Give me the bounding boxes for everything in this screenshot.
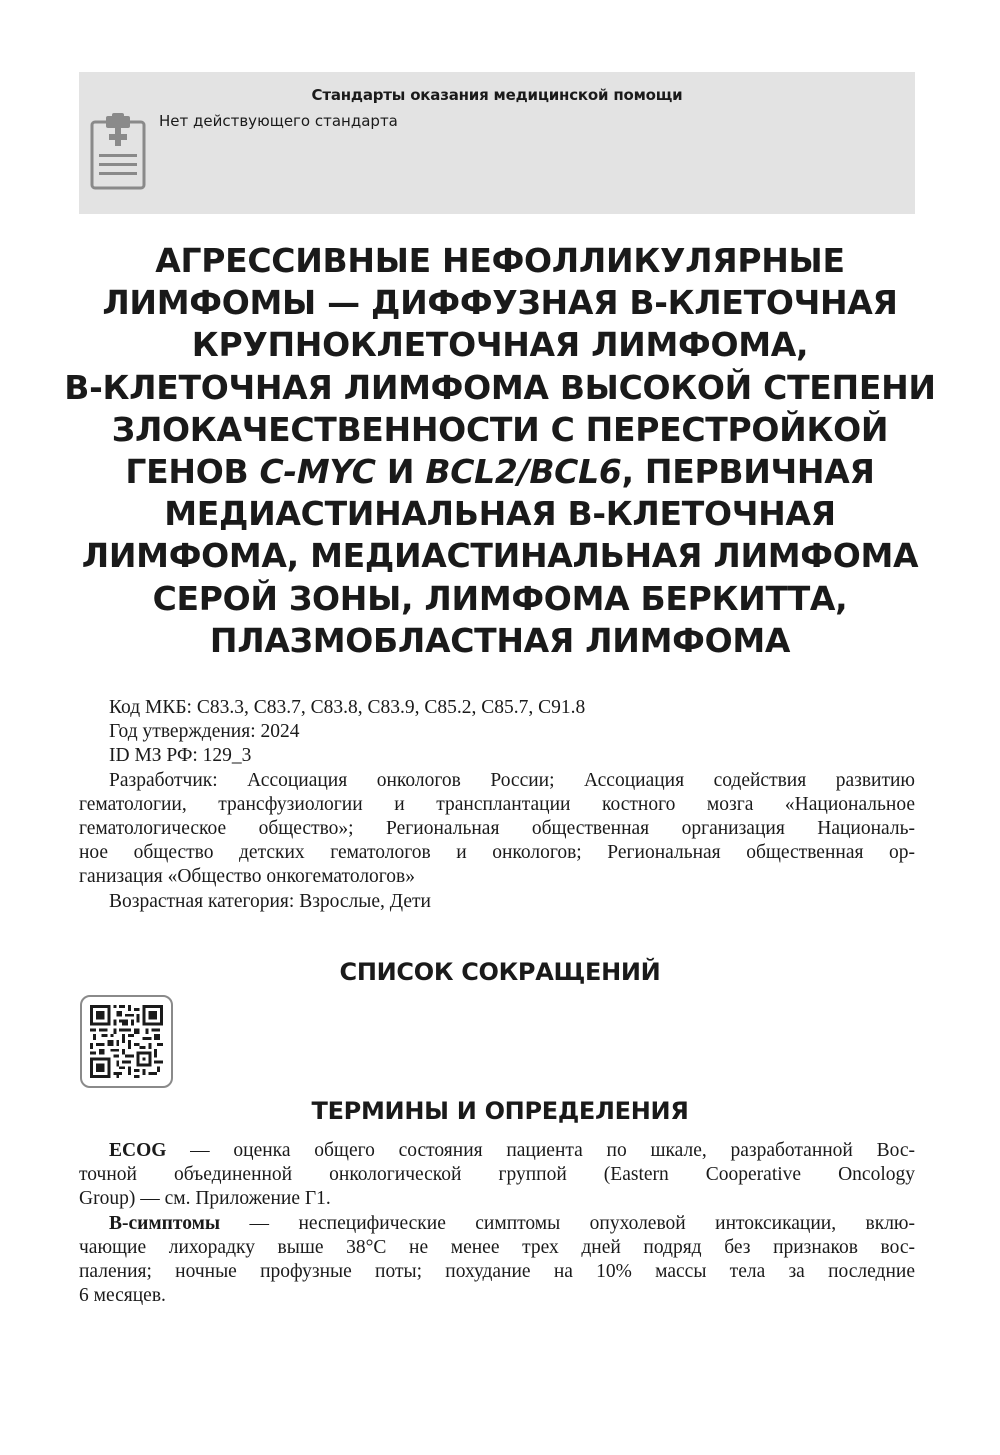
- term-name: В-симптомы: [109, 1212, 221, 1234]
- term-line: [79, 1212, 915, 1236]
- term-line: точной объединенной онкологической группой (Eastern Cooperative Oncology: [79, 1164, 915, 1186]
- age-category: Возрастная категория: Взрослые, Дети: [109, 890, 431, 912]
- developer-line: гематологии, трансфузиологии и трансплантации костного мозга «Национальное: [79, 793, 915, 815]
- standards-title: Стандарты оказания медицинской помощи: [311, 86, 683, 104]
- approval-year: Год утверждения: 2024: [109, 721, 300, 743]
- developer: [79, 769, 915, 890]
- abbreviations-heading: СПИСОК СОКРАЩЕНИЙ: [339, 958, 661, 986]
- term-line: [79, 1139, 915, 1163]
- title-line: КРУПНОКЛЕТОЧНАЯ ЛИМФОМА,: [191, 325, 809, 365]
- term-text: — неспецифические симптомы опухолевой интоксикации, вклю-: [220, 1212, 915, 1234]
- ministry-id: ID МЗ РФ: 129_3: [109, 745, 252, 767]
- title-line: АГРЕССИВНЫЕ НЕФОЛЛИКУЛЯРНЫЕ: [155, 241, 845, 280]
- document-metadata: [79, 696, 915, 914]
- term-line: 6 месяцев.: [79, 1285, 166, 1307]
- terms-definitions: [79, 1139, 915, 1308]
- term-line: Group) — см. Приложение Г1.: [79, 1188, 331, 1210]
- title-line: ЗЛОКАЧЕСТВЕННОСТИ С ПЕРЕСТРОЙКОЙ: [111, 409, 889, 449]
- title-fragment: , ПЕРВИЧНАЯ: [621, 452, 875, 492]
- title-fragment: И: [375, 452, 426, 492]
- title-line: В-КЛЕТОЧНАЯ ЛИМФОМА ВЫСОКОЙ СТЕПЕНИ: [64, 367, 936, 407]
- title-line-genes: [60, 451, 940, 493]
- gene-c-myc: C-MYC: [259, 452, 376, 492]
- title-line: ЛИМФОМА, МЕДИАСТИНАЛЬНАЯ ЛИМФОМА: [81, 536, 919, 576]
- gene-bcl2-bcl6: BCL2/BCL6: [425, 452, 622, 492]
- title-fragment: ГЕНОВ: [125, 452, 260, 492]
- document-title: [60, 240, 940, 662]
- qr-code-icon[interactable]: [80, 995, 173, 1088]
- developer-line: ное общество детских гематологов и онкологов; Региональная общественная ор-: [79, 842, 915, 864]
- standards-status: Нет действующего стандарта: [159, 112, 398, 130]
- title-line: МЕДИАСТИНАЛЬНАЯ В-КЛЕТОЧНАЯ: [164, 494, 836, 534]
- term-line: паления; ночные профузные поты; похудание на 10% массы тела за последние: [79, 1261, 915, 1283]
- title-line: ЛИМФОМЫ — ДИФФУЗНАЯ В-КЛЕТОЧНАЯ: [102, 283, 898, 323]
- term-line: чающие лихорадку выше 38°С не менее трех дней подряд без признаков вос-: [79, 1236, 915, 1258]
- developer-line: ганизация «Общество онкогематологов»: [79, 866, 416, 888]
- icd-codes: Код МКБ: C83.3, C83.7, C83.8, C83.9, C85.2, C85.7, C91.8: [109, 697, 586, 718]
- term-name: ECOG: [109, 1140, 167, 1161]
- developer-line: гематологическое общество»; Региональная общественная организация Националь-: [79, 818, 915, 840]
- term-ecog: [79, 1139, 915, 1212]
- term-text: — оценка общего состояния пациента по шкале, разработанной Вос-: [166, 1140, 915, 1161]
- standards-box: [79, 72, 915, 214]
- title-line: ПЛАЗМОБЛАСТНАЯ ЛИМФОМА: [209, 620, 791, 660]
- clipboard-medical-icon: [89, 112, 147, 190]
- terms-heading: ТЕРМИНЫ И ОПРЕДЕЛЕНИЯ: [311, 1097, 689, 1125]
- term-b-symptoms: [79, 1212, 915, 1309]
- title-line: СЕРОЙ ЗОНЫ, ЛИМФОМА БЕРКИТТА,: [152, 578, 848, 618]
- developer-line: Разработчик: Ассоциация онкологов России; Ассоциация содействия развитию: [109, 769, 915, 791]
